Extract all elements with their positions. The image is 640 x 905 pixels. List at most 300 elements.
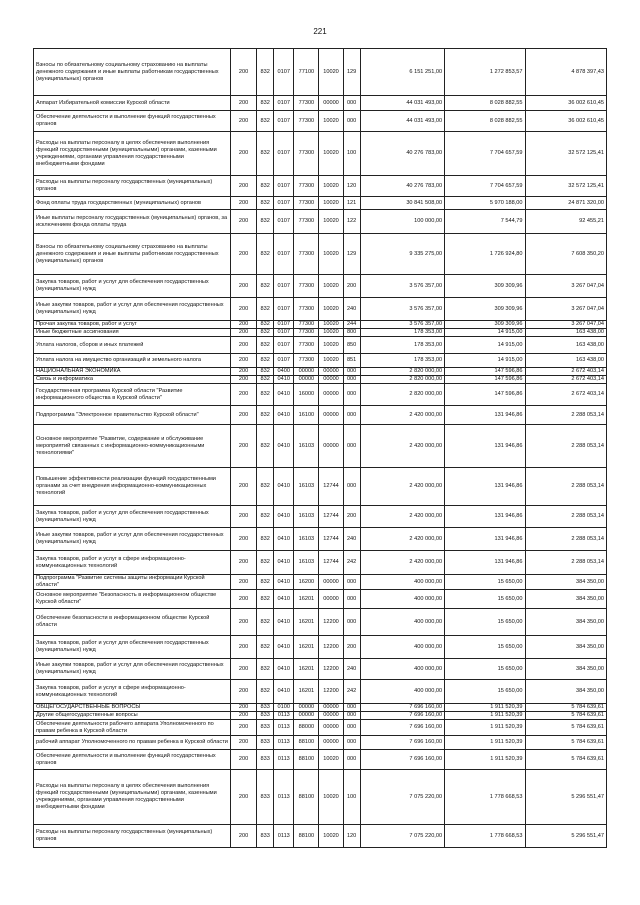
col-kbk-program: 16103 — [294, 528, 319, 551]
col-kbk-vr: 242 — [343, 551, 360, 575]
col-kbk-admin: 200 — [231, 770, 257, 825]
col-kbk-vr: 200 — [343, 636, 360, 659]
col-executed: 7 704 657,59 — [445, 176, 525, 197]
col-approved: 2 420 000,00 — [360, 406, 444, 425]
col-kbk-vr: 120 — [343, 825, 360, 848]
row-name: Государственная программа Курской области "Развитие информационного общества в Курской области" — [34, 384, 231, 406]
col-kbk-direction: 10020 — [319, 275, 343, 298]
col-kbk-grbs: 833 — [257, 736, 274, 750]
col-kbk-program: 16103 — [294, 506, 319, 528]
row-name: Обеспечение деятельности и выполнение функций государственных органов — [34, 750, 231, 770]
col-kbk-section: 0107 — [274, 210, 294, 234]
col-kbk-grbs: 832 — [257, 590, 274, 609]
col-kbk-program: 00000 — [294, 712, 319, 720]
col-remaining: 92 455,21 — [525, 210, 607, 234]
col-kbk-vr: 000 — [343, 575, 360, 590]
col-kbk-grbs: 832 — [257, 132, 274, 176]
row-name: рабочий аппарат Уполномоченного по правам ребенка в Курской области — [34, 736, 231, 750]
col-executed: 15 650,00 — [445, 590, 525, 609]
row-name: Закупка товаров, работ и услуг для обеспечения государственных (муниципальных) нужд — [34, 506, 231, 528]
table-row — [34, 528, 607, 551]
col-kbk-program: 77300 — [294, 176, 319, 197]
col-approved: 2 420 000,00 — [360, 551, 444, 575]
col-remaining: 5 296 551,47 — [525, 770, 607, 825]
col-kbk-program: 77300 — [294, 321, 319, 329]
row-name: Иные закупки товаров, работ и услуг для обеспечения государственных (муниципальных) нужд — [34, 528, 231, 551]
col-kbk-program: 16000 — [294, 384, 319, 406]
col-kbk-admin: 200 — [231, 96, 257, 111]
table-row — [34, 770, 607, 825]
table-row — [34, 636, 607, 659]
col-kbk-direction: 10020 — [319, 197, 343, 210]
col-kbk-grbs: 832 — [257, 680, 274, 704]
col-kbk-program: 77300 — [294, 234, 319, 275]
col-remaining: 5 784 639,61 — [525, 750, 607, 770]
row-name: НАЦИОНАЛЬНАЯ ЭКОНОМИКА — [34, 368, 231, 376]
col-kbk-admin: 200 — [231, 750, 257, 770]
col-executed: 7 704 657,59 — [445, 132, 525, 176]
col-remaining: 2 672 403,14 — [525, 384, 607, 406]
row-name: Аппарат Избирательной комиссии Курской области — [34, 96, 231, 111]
col-kbk-admin: 200 — [231, 49, 257, 96]
col-kbk-vr: 000 — [343, 609, 360, 636]
row-name: Закупка товаров, работ и услуг в сфере информационно-коммуникационных технологий — [34, 680, 231, 704]
col-kbk-section: 0410 — [274, 659, 294, 680]
col-kbk-direction: 00000 — [319, 425, 343, 468]
col-executed: 1 911 520,39 — [445, 720, 525, 736]
col-kbk-section: 0410 — [274, 528, 294, 551]
col-executed: 147 596,86 — [445, 384, 525, 406]
col-remaining: 5 784 639,61 — [525, 720, 607, 736]
col-kbk-vr: 000 — [343, 590, 360, 609]
col-kbk-section: 0107 — [274, 132, 294, 176]
col-executed: 14 915,00 — [445, 329, 525, 337]
col-kbk-program: 16201 — [294, 659, 319, 680]
col-kbk-admin: 200 — [231, 659, 257, 680]
col-kbk-grbs: 832 — [257, 210, 274, 234]
col-kbk-grbs: 833 — [257, 825, 274, 848]
col-kbk-section: 0107 — [274, 197, 294, 210]
col-executed: 14 915,00 — [445, 337, 525, 354]
col-approved: 400 000,00 — [360, 636, 444, 659]
col-kbk-grbs: 832 — [257, 329, 274, 337]
col-approved: 2 820 000,00 — [360, 384, 444, 406]
col-approved: 2 420 000,00 — [360, 425, 444, 468]
row-name: Расходы на выплаты персоналу государственных (муниципальных) органов — [34, 176, 231, 197]
col-executed: 131 946,86 — [445, 468, 525, 506]
col-kbk-direction: 10020 — [319, 750, 343, 770]
col-kbk-vr: 100 — [343, 132, 360, 176]
col-approved: 178 353,00 — [360, 354, 444, 368]
col-kbk-program: 16103 — [294, 425, 319, 468]
col-kbk-section: 0107 — [274, 329, 294, 337]
col-kbk-vr: 200 — [343, 275, 360, 298]
col-kbk-vr: 000 — [343, 406, 360, 425]
col-kbk-direction: 00000 — [319, 575, 343, 590]
col-executed: 15 650,00 — [445, 680, 525, 704]
col-kbk-section: 0107 — [274, 275, 294, 298]
col-kbk-grbs: 832 — [257, 337, 274, 354]
row-name: Взносы по обязательному социальному страхованию на выплаты денежного содержания и иные выплаты работникам государственных (муниципальных) органов — [34, 49, 231, 96]
col-approved: 6 151 251,00 — [360, 49, 444, 96]
col-kbk-grbs: 832 — [257, 49, 274, 96]
col-kbk-direction: 00000 — [319, 712, 343, 720]
row-name: Подпрограмма "Развитие системы защиты информации Курской области" — [34, 575, 231, 590]
col-remaining: 384 350,00 — [525, 575, 607, 590]
col-kbk-direction: 10020 — [319, 770, 343, 825]
col-remaining: 5 784 639,61 — [525, 712, 607, 720]
col-executed: 131 946,86 — [445, 551, 525, 575]
col-kbk-admin: 200 — [231, 197, 257, 210]
col-kbk-section: 0410 — [274, 609, 294, 636]
col-kbk-direction: 00000 — [319, 704, 343, 712]
table-row — [34, 298, 607, 321]
col-kbk-direction: 10020 — [319, 354, 343, 368]
row-name: Уплата налогов, сборов и иных платежей — [34, 337, 231, 354]
col-kbk-direction: 12200 — [319, 659, 343, 680]
col-kbk-program: 16201 — [294, 609, 319, 636]
col-kbk-program: 77300 — [294, 275, 319, 298]
col-remaining: 2 288 053,14 — [525, 406, 607, 425]
row-name: Закупка товаров, работ и услуг для обеспечения государственных (муниципальных) нужд — [34, 275, 231, 298]
table-row — [34, 750, 607, 770]
col-kbk-admin: 200 — [231, 406, 257, 425]
row-name: Другие общегосударственные вопросы — [34, 712, 231, 720]
col-kbk-direction: 10020 — [319, 321, 343, 329]
col-kbk-admin: 200 — [231, 575, 257, 590]
col-remaining: 4 878 397,43 — [525, 49, 607, 96]
col-executed: 309 309,96 — [445, 275, 525, 298]
col-kbk-vr: 200 — [343, 506, 360, 528]
col-kbk-section: 0100 — [274, 704, 294, 712]
col-kbk-admin: 200 — [231, 111, 257, 132]
col-kbk-grbs: 832 — [257, 298, 274, 321]
table-row — [34, 329, 607, 337]
col-kbk-section: 0113 — [274, 825, 294, 848]
table-row — [34, 590, 607, 609]
col-approved: 178 353,00 — [360, 329, 444, 337]
col-kbk-grbs: 832 — [257, 636, 274, 659]
col-kbk-vr: 122 — [343, 210, 360, 234]
col-approved: 100 000,00 — [360, 210, 444, 234]
row-name: Основное мероприятие "Развитие, содержание и обслуживание мероприятий связанных с информационно-коммуникационными технологиями" — [34, 425, 231, 468]
row-name: Обеспечение деятельности и выполнение функций государственных органов — [34, 111, 231, 132]
table-row — [34, 575, 607, 590]
col-remaining: 2 288 053,14 — [525, 468, 607, 506]
col-kbk-section: 0107 — [274, 111, 294, 132]
table-row — [34, 406, 607, 425]
col-kbk-vr: 000 — [343, 736, 360, 750]
col-kbk-direction: 10020 — [319, 49, 343, 96]
col-kbk-section: 0107 — [274, 234, 294, 275]
col-approved: 44 031 493,00 — [360, 96, 444, 111]
col-remaining: 36 002 610,45 — [525, 96, 607, 111]
col-kbk-section: 0410 — [274, 468, 294, 506]
col-kbk-section: 0410 — [274, 636, 294, 659]
col-kbk-direction: 10020 — [319, 337, 343, 354]
table-row — [34, 197, 607, 210]
col-kbk-grbs: 833 — [257, 704, 274, 712]
table-row — [34, 368, 607, 376]
col-kbk-program: 77300 — [294, 354, 319, 368]
col-kbk-direction: 12200 — [319, 636, 343, 659]
col-remaining: 36 002 610,45 — [525, 111, 607, 132]
col-kbk-vr: 000 — [343, 425, 360, 468]
table-row — [34, 506, 607, 528]
col-kbk-direction: 12200 — [319, 609, 343, 636]
row-name: Расходы на выплаты персоналу государственных (муниципальных) органов — [34, 825, 231, 848]
col-remaining: 2 288 053,14 — [525, 506, 607, 528]
col-kbk-direction: 10020 — [319, 825, 343, 848]
col-approved: 7 696 160,00 — [360, 750, 444, 770]
col-kbk-admin: 200 — [231, 132, 257, 176]
col-kbk-admin: 200 — [231, 506, 257, 528]
col-remaining: 3 267 047,04 — [525, 275, 607, 298]
col-kbk-grbs: 832 — [257, 368, 274, 376]
table-row — [34, 321, 607, 329]
row-name: Фонд оплаты труда государственных (муниципальных) органов — [34, 197, 231, 210]
col-kbk-vr: 000 — [343, 468, 360, 506]
col-approved: 3 576 357,00 — [360, 321, 444, 329]
col-approved: 2 420 000,00 — [360, 506, 444, 528]
table-row — [34, 609, 607, 636]
col-remaining: 32 572 125,41 — [525, 176, 607, 197]
col-kbk-admin: 200 — [231, 321, 257, 329]
col-approved: 40 276 783,00 — [360, 176, 444, 197]
row-name: Повышение эффективности реализации функций государственными органами за счет внедрения информационно-коммуникационных технологий — [34, 468, 231, 506]
col-kbk-direction: 12200 — [319, 680, 343, 704]
col-kbk-section: 0410 — [274, 384, 294, 406]
col-remaining: 32 572 125,41 — [525, 132, 607, 176]
col-remaining: 3 267 047,04 — [525, 321, 607, 329]
col-kbk-section: 0113 — [274, 750, 294, 770]
col-kbk-admin: 200 — [231, 704, 257, 712]
row-name: Прочая закупка товаров, работ и услуг — [34, 321, 231, 329]
col-executed: 309 309,96 — [445, 298, 525, 321]
col-kbk-grbs: 832 — [257, 275, 274, 298]
col-kbk-direction: 10020 — [319, 111, 343, 132]
col-kbk-program: 77300 — [294, 111, 319, 132]
col-kbk-section: 0410 — [274, 575, 294, 590]
row-name: Взносы по обязательному социальному страхованию на выплаты денежного содержания и иные выплаты работникам государственных (муниципальных) органов — [34, 234, 231, 275]
col-kbk-program: 77300 — [294, 197, 319, 210]
table-row — [34, 680, 607, 704]
col-kbk-vr: 120 — [343, 176, 360, 197]
col-executed: 15 650,00 — [445, 659, 525, 680]
col-executed: 131 946,86 — [445, 506, 525, 528]
col-approved: 400 000,00 — [360, 680, 444, 704]
col-kbk-program: 88100 — [294, 825, 319, 848]
col-remaining: 384 350,00 — [525, 636, 607, 659]
col-kbk-grbs: 833 — [257, 712, 274, 720]
col-approved: 2 820 000,00 — [360, 376, 444, 384]
col-executed: 1 778 668,53 — [445, 770, 525, 825]
col-kbk-direction: 10020 — [319, 132, 343, 176]
table-row — [34, 132, 607, 176]
table-row — [34, 425, 607, 468]
col-remaining: 7 608 350,20 — [525, 234, 607, 275]
col-kbk-admin: 200 — [231, 551, 257, 575]
col-kbk-vr: 000 — [343, 712, 360, 720]
col-kbk-direction: 00000 — [319, 96, 343, 111]
row-name: Обеспечение безопасности в информационном обществе Курской области — [34, 609, 231, 636]
col-kbk-admin: 200 — [231, 210, 257, 234]
col-kbk-vr: 850 — [343, 337, 360, 354]
col-approved: 40 276 783,00 — [360, 132, 444, 176]
col-kbk-admin: 200 — [231, 636, 257, 659]
col-kbk-vr: 121 — [343, 197, 360, 210]
col-kbk-grbs: 832 — [257, 506, 274, 528]
row-name: Иные выплаты персоналу государственных (муниципальных) органов, за исключением фонда оплаты труда — [34, 210, 231, 234]
row-name: ОБЩЕГОСУДАРСТВЕННЫЕ ВОПРОСЫ — [34, 704, 231, 712]
col-kbk-direction: 00000 — [319, 736, 343, 750]
col-remaining: 384 350,00 — [525, 659, 607, 680]
row-name: Закупка товаров, работ и услуг для обеспечения государственных (муниципальных) нужд — [34, 636, 231, 659]
col-kbk-section: 0410 — [274, 551, 294, 575]
col-remaining: 5 784 639,61 — [525, 736, 607, 750]
col-approved: 9 335 275,00 — [360, 234, 444, 275]
col-kbk-grbs: 832 — [257, 609, 274, 636]
col-kbk-program: 88100 — [294, 750, 319, 770]
col-remaining: 3 267 047,04 — [525, 298, 607, 321]
col-approved: 7 696 160,00 — [360, 712, 444, 720]
col-kbk-direction: 10020 — [319, 298, 343, 321]
col-executed: 131 946,86 — [445, 406, 525, 425]
col-remaining: 384 350,00 — [525, 609, 607, 636]
col-kbk-vr: 000 — [343, 384, 360, 406]
col-kbk-direction: 00000 — [319, 368, 343, 376]
col-remaining: 163 438,00 — [525, 337, 607, 354]
col-remaining: 384 350,00 — [525, 590, 607, 609]
col-approved: 44 031 493,00 — [360, 111, 444, 132]
col-executed: 14 915,00 — [445, 354, 525, 368]
col-kbk-program: 77300 — [294, 132, 319, 176]
col-kbk-admin: 200 — [231, 680, 257, 704]
table-row — [34, 712, 607, 720]
col-kbk-admin: 200 — [231, 736, 257, 750]
col-executed: 1 272 853,57 — [445, 49, 525, 96]
row-name: Обеспечение деятельности рабочего аппарата Уполномоченного по правам ребенка в Курской области — [34, 720, 231, 736]
col-kbk-program: 88100 — [294, 770, 319, 825]
col-kbk-direction: 00000 — [319, 590, 343, 609]
col-executed: 1 911 520,39 — [445, 736, 525, 750]
col-remaining: 24 871 320,00 — [525, 197, 607, 210]
col-kbk-admin: 200 — [231, 376, 257, 384]
col-executed: 1 778 668,53 — [445, 825, 525, 848]
col-kbk-direction: 12744 — [319, 468, 343, 506]
col-kbk-admin: 200 — [231, 368, 257, 376]
col-kbk-grbs: 832 — [257, 528, 274, 551]
row-name: Основное мероприятие "Безопасность в информационном обществе Курской области" — [34, 590, 231, 609]
col-executed: 7 544,79 — [445, 210, 525, 234]
col-executed: 8 028 882,55 — [445, 96, 525, 111]
col-kbk-section: 0113 — [274, 770, 294, 825]
table-row — [34, 736, 607, 750]
col-approved: 178 353,00 — [360, 337, 444, 354]
col-executed: 147 596,86 — [445, 376, 525, 384]
col-kbk-grbs: 832 — [257, 384, 274, 406]
col-kbk-grbs: 832 — [257, 176, 274, 197]
col-kbk-admin: 200 — [231, 712, 257, 720]
budget-table — [33, 48, 607, 848]
col-kbk-admin: 200 — [231, 528, 257, 551]
col-kbk-vr: 000 — [343, 368, 360, 376]
col-remaining: 2 288 053,14 — [525, 425, 607, 468]
col-kbk-grbs: 832 — [257, 234, 274, 275]
table-row — [34, 337, 607, 354]
table-row — [34, 354, 607, 368]
table-row — [34, 384, 607, 406]
col-kbk-grbs: 832 — [257, 321, 274, 329]
col-kbk-section: 0113 — [274, 712, 294, 720]
col-executed: 1 911 520,39 — [445, 712, 525, 720]
col-kbk-program: 77100 — [294, 49, 319, 96]
col-kbk-grbs: 832 — [257, 96, 274, 111]
col-kbk-program: 00000 — [294, 368, 319, 376]
col-kbk-direction: 00000 — [319, 384, 343, 406]
col-remaining: 163 438,00 — [525, 329, 607, 337]
col-approved: 3 576 357,00 — [360, 275, 444, 298]
col-kbk-direction: 10020 — [319, 176, 343, 197]
col-remaining: 2 288 053,14 — [525, 551, 607, 575]
col-kbk-vr: 000 — [343, 376, 360, 384]
col-kbk-admin: 200 — [231, 609, 257, 636]
col-remaining: 5 296 551,47 — [525, 825, 607, 848]
table-row — [34, 111, 607, 132]
col-remaining: 2 672 403,14 — [525, 368, 607, 376]
col-executed: 1 911 520,39 — [445, 704, 525, 712]
col-kbk-vr: 000 — [343, 704, 360, 712]
col-executed: 1 726 924,80 — [445, 234, 525, 275]
col-kbk-section: 0113 — [274, 720, 294, 736]
col-kbk-program: 16103 — [294, 468, 319, 506]
col-kbk-grbs: 832 — [257, 406, 274, 425]
table-row — [34, 551, 607, 575]
row-name: Расходы на выплаты персоналу в целях обеспечения выполнения функций государственными (муниципальными) органами, казенными учреждениями, органами управления государственными внебюджетными фондами — [34, 132, 231, 176]
col-kbk-section: 0107 — [274, 176, 294, 197]
col-executed: 1 911 520,39 — [445, 750, 525, 770]
col-kbk-vr: 244 — [343, 321, 360, 329]
row-name: Иные закупки товаров, работ и услуг для обеспечения государственных (муниципальных) нужд — [34, 659, 231, 680]
col-kbk-vr: 129 — [343, 234, 360, 275]
row-name: Подпрограмма "Электронное правительство Курской области" — [34, 406, 231, 425]
col-approved: 400 000,00 — [360, 590, 444, 609]
col-remaining: 2 672 403,14 — [525, 376, 607, 384]
col-executed: 131 946,86 — [445, 528, 525, 551]
col-executed: 15 650,00 — [445, 575, 525, 590]
col-kbk-admin: 200 — [231, 354, 257, 368]
row-name: Закупка товаров, работ и услуг в сфере информационно-коммуникационных технологий — [34, 551, 231, 575]
col-kbk-grbs: 832 — [257, 354, 274, 368]
col-executed: 5 970 188,00 — [445, 197, 525, 210]
col-kbk-program: 77300 — [294, 337, 319, 354]
col-kbk-admin: 200 — [231, 468, 257, 506]
col-kbk-section: 0410 — [274, 590, 294, 609]
col-kbk-admin: 200 — [231, 425, 257, 468]
col-kbk-grbs: 833 — [257, 720, 274, 736]
col-kbk-direction: 12744 — [319, 528, 343, 551]
col-kbk-program: 16200 — [294, 575, 319, 590]
col-approved: 3 576 357,00 — [360, 298, 444, 321]
col-approved: 2 420 000,00 — [360, 468, 444, 506]
col-kbk-vr: 800 — [343, 329, 360, 337]
col-kbk-vr: 851 — [343, 354, 360, 368]
col-approved: 400 000,00 — [360, 575, 444, 590]
table-row — [34, 176, 607, 197]
col-kbk-section: 0410 — [274, 680, 294, 704]
col-kbk-program: 77300 — [294, 298, 319, 321]
col-kbk-grbs: 832 — [257, 376, 274, 384]
